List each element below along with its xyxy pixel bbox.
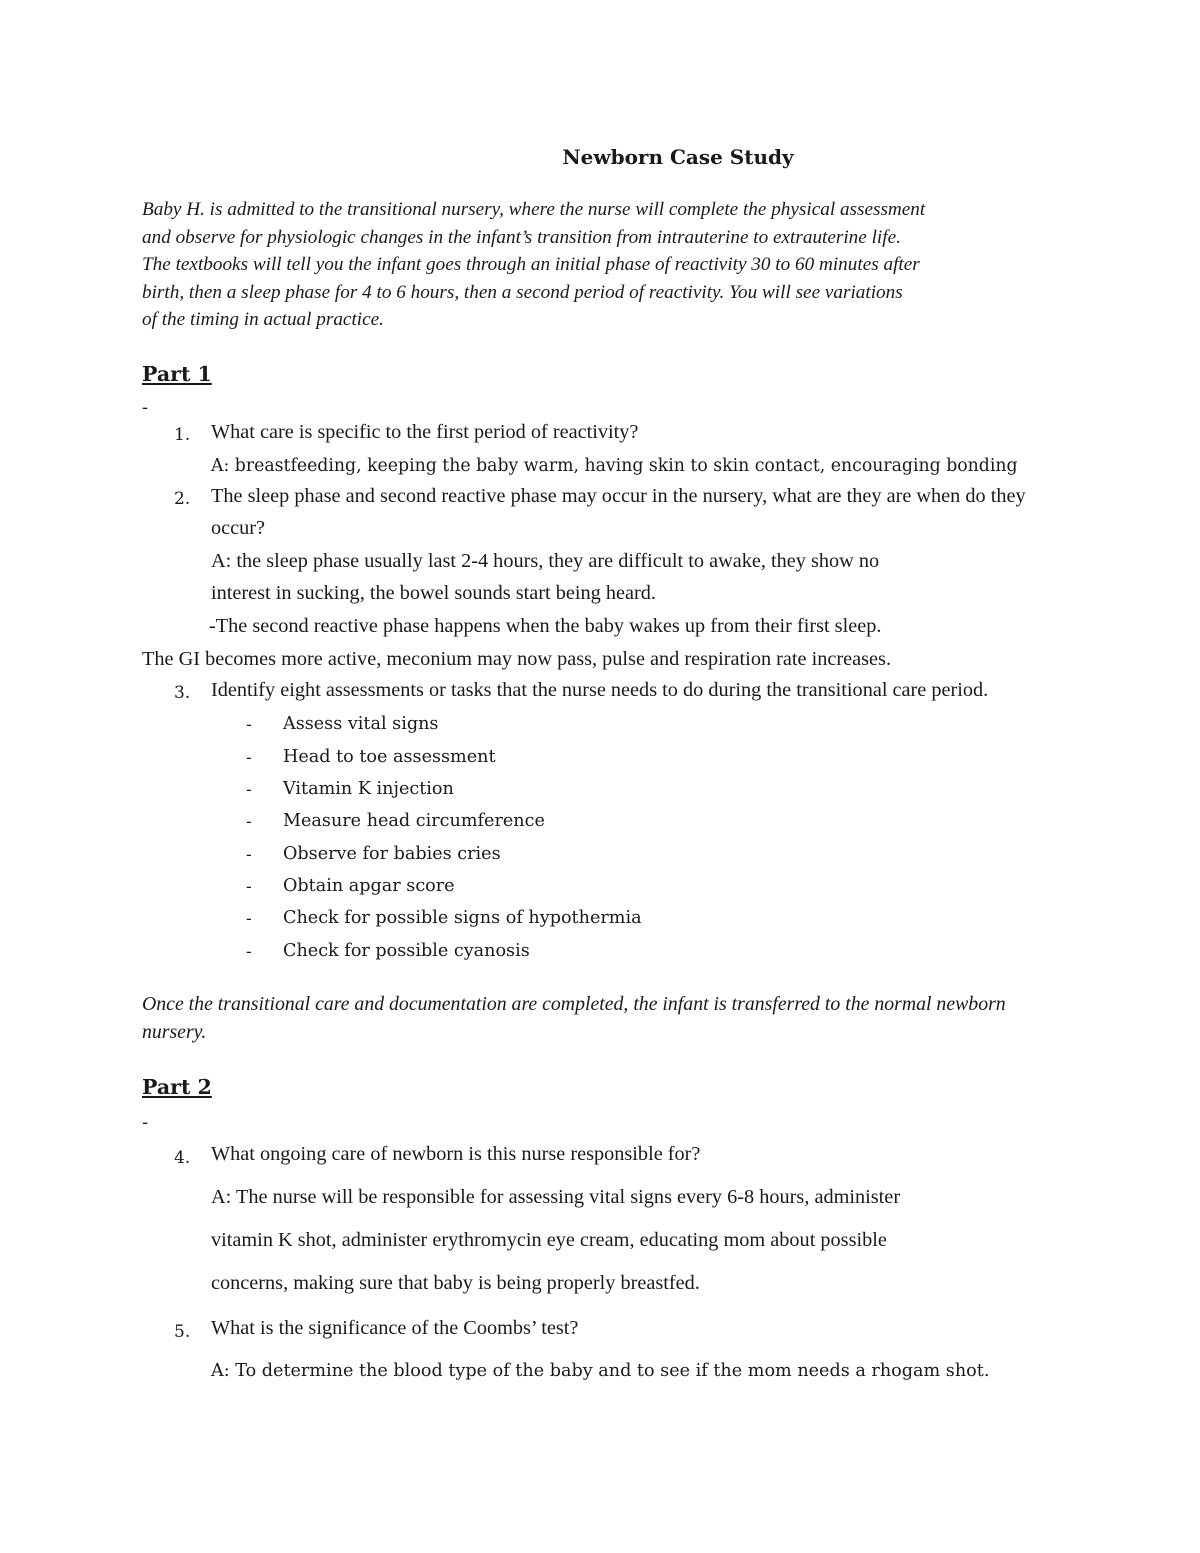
intro-line: and observe for physiologic changes in the infant’s transition from intrauterine to extrauterine life. [142,227,901,248]
part-1-heading: Part 1 [142,362,212,386]
question-number: 2. [174,489,191,509]
intro-line: The textbooks will tell you the infant goes through an initial phase of reactivity 30 to 60 minutes after [142,254,920,275]
list-item: Assess vital signs [283,714,439,734]
intro-line: birth, then a sleep phase for 4 to 6 hours, then a second period of reactivity. You will see variations [142,282,903,303]
question-text: Identify eight assessments or tasks that the nurse needs to do during the transitional care period. [211,679,989,701]
part-1-marker: - [142,397,149,418]
list-bullet: - [246,909,252,929]
question-number: 3. [174,683,191,703]
answer-text: A: breastfeeding, keeping the baby warm, having skin to skin contact, encouraging bonding [211,456,1018,476]
page-title: Newborn Case Study [562,145,794,169]
question-text: What is the significance of the Coombs’ test? [211,1317,579,1339]
question-text: The sleep phase and second reactive phase may occur in the nursery, what are they are when do they [211,485,1026,507]
list-bullet: - [246,942,252,962]
answer-text: interest in sucking, the bowel sounds start being heard. [211,582,656,604]
question-text: occur? [211,517,266,539]
closing-line: Once the transitional care and documentation are completed, the infant is transferred to the normal newborn [142,993,1006,1015]
question-number: 4. [174,1148,191,1168]
list-item: Head to toe assessment [283,747,496,767]
answer-text: A: the sleep phase usually last 2-4 hours, they are difficult to awake, they show no [211,550,880,572]
intro-line: of the timing in actual practice. [142,309,384,330]
question-text: What care is specific to the first period of reactivity? [211,421,639,443]
list-item: Check for possible cyanosis [283,941,530,961]
answer-text: vitamin K shot, administer erythromycin eye cream, educating mom about possible [211,1229,887,1251]
list-bullet: - [246,845,252,865]
list-bullet: - [246,780,252,800]
list-item: Measure head circumference [283,811,545,831]
list-item: Observe for babies cries [283,844,501,864]
part-2-marker: - [142,1112,149,1133]
part-2-heading: Part 2 [142,1075,212,1099]
question-text: What ongoing care of newborn is this nurse responsible for? [211,1143,701,1165]
list-bullet: - [246,877,252,897]
list-bullet: - [246,748,252,768]
answer-text: A: To determine the blood type of the baby and to see if the mom needs a rhogam shot. [211,1361,990,1381]
list-item: Check for possible signs of hypothermia [283,908,642,928]
closing-line: nursery. [142,1021,207,1043]
question-number: 1. [174,425,191,445]
intro-line: Baby H. is admitted to the transitional nursery, where the nurse will complete the physical assessment [142,199,926,220]
list-item: Obtain apgar score [283,876,455,896]
answer-text: concerns, making sure that baby is being properly breastfed. [211,1272,700,1294]
answer-text: A: The nurse will be responsible for assessing vital signs every 6-8 hours, administer [211,1186,901,1208]
list-item: Vitamin K injection [283,779,454,799]
question-number: 5. [174,1322,191,1342]
list-bullet: - [246,715,252,735]
answer-text: The GI becomes more active, meconium may now pass, pulse and respiration rate increases. [142,648,892,670]
answer-text: -The second reactive phase happens when the baby wakes up from their first sleep. [209,615,882,637]
list-bullet: - [246,812,252,832]
